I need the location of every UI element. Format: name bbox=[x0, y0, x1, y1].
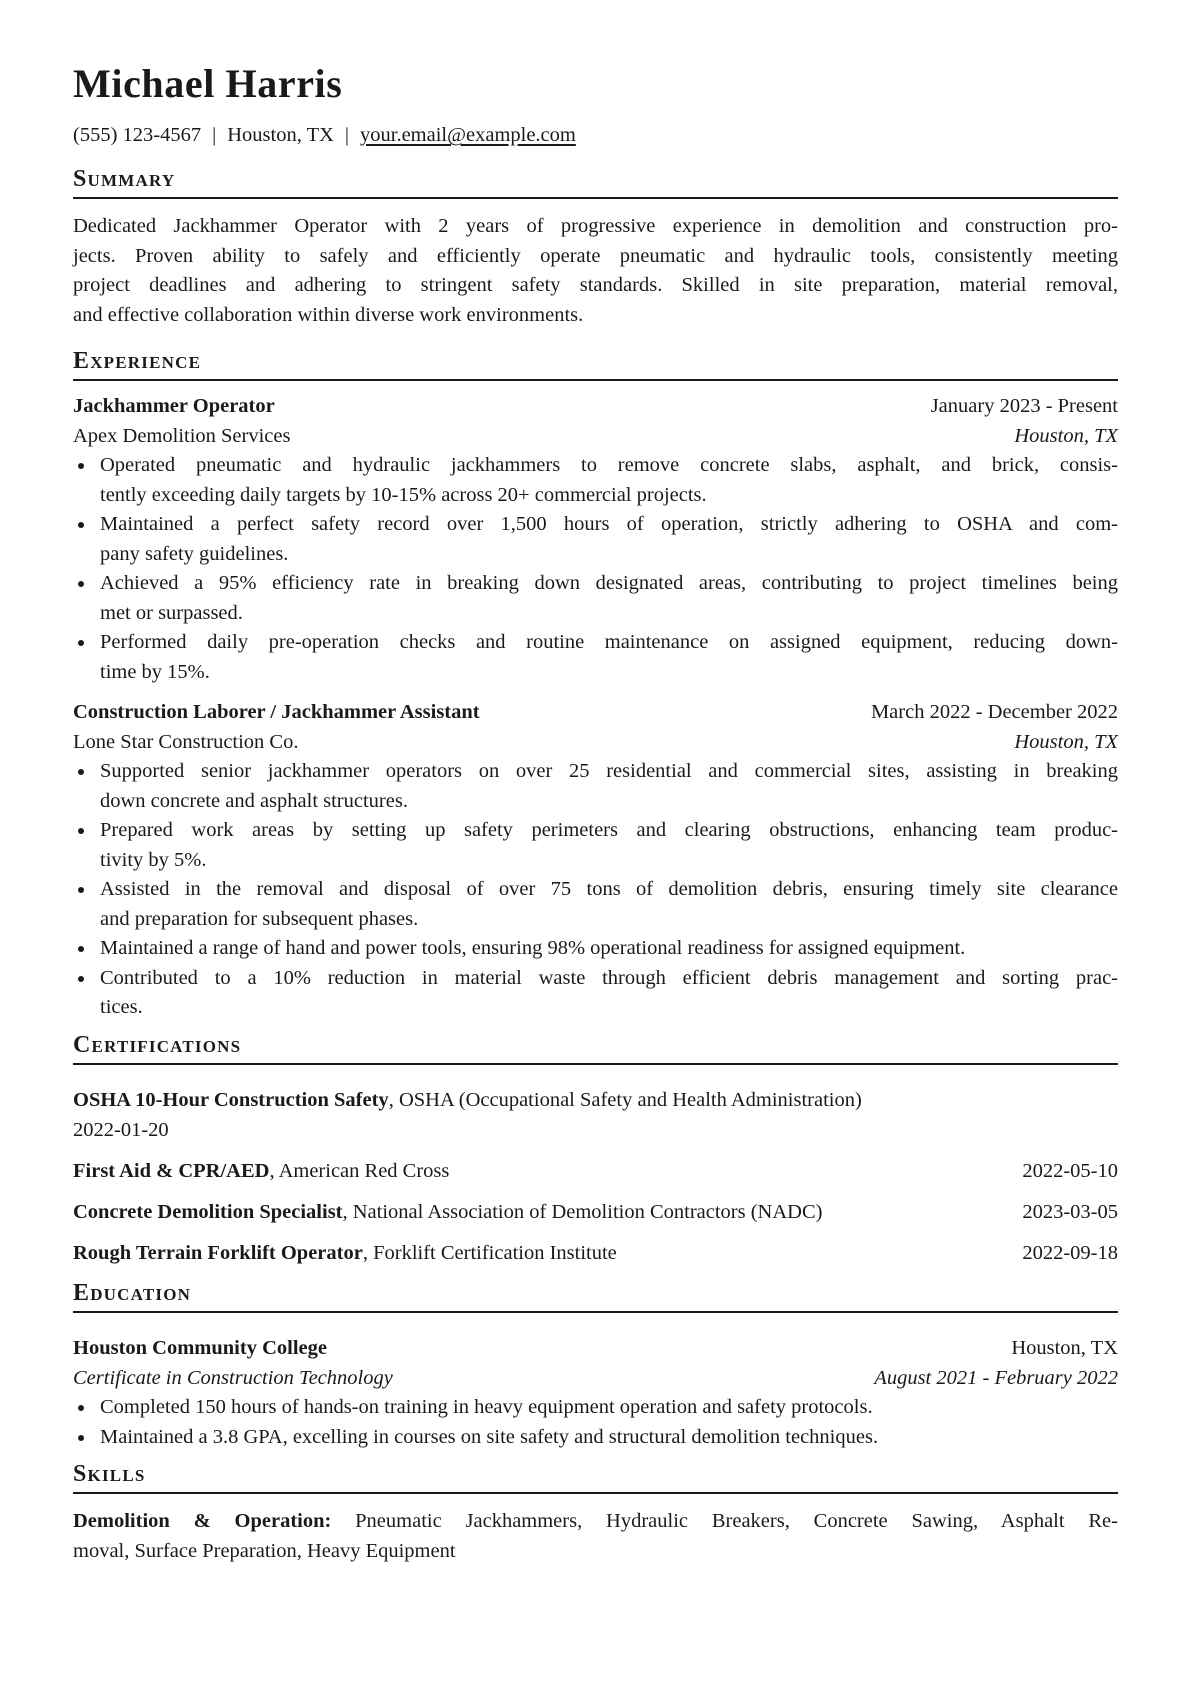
degree-name: Certificate in Construction Technology bbox=[73, 1366, 393, 1389]
job-header bbox=[73, 698, 1118, 728]
bullet-item bbox=[73, 510, 1118, 569]
bullet-icon bbox=[78, 887, 84, 893]
candidate-name: Michael Harris bbox=[73, 61, 343, 106]
certification-entry bbox=[73, 1086, 1118, 1145]
bullet-item bbox=[73, 816, 1118, 875]
company-name: Apex Demolition Services bbox=[73, 424, 291, 447]
skills-line bbox=[73, 1507, 1118, 1537]
bullet-item bbox=[73, 569, 1118, 628]
company-name: Lone Star Construction Co. bbox=[73, 730, 299, 753]
section-heading-summary: Summary bbox=[73, 164, 1118, 199]
certification-row bbox=[73, 1239, 1118, 1269]
bullet-icon bbox=[78, 946, 84, 952]
school-location: Houston, TX bbox=[1011, 1337, 1118, 1359]
certification-text bbox=[73, 1198, 822, 1228]
job-location: Houston, TX bbox=[1014, 424, 1118, 447]
summary-line: and effective collaboration within diverse work environments. bbox=[73, 303, 584, 326]
bullet-line: tivity by 5%. bbox=[100, 848, 207, 871]
certification-name: Concrete Demolition Specialist bbox=[73, 1201, 343, 1223]
location: Houston, TX bbox=[227, 124, 334, 146]
section-heading-certifications: Certifications bbox=[73, 1030, 1118, 1065]
section-heading-education: Education bbox=[73, 1278, 1118, 1313]
bullet-line: Maintained a range of hand and power tools, ensuring 98% operational readiness for assigned equipment. bbox=[100, 937, 966, 959]
certification-text bbox=[73, 1157, 449, 1187]
bullet-line: Maintained a 3.8 GPA, excelling in courses on site safety and structural demolition techniques. bbox=[100, 1425, 879, 1448]
summary-text bbox=[73, 212, 1118, 330]
certification-entry bbox=[73, 1198, 1118, 1228]
bullet-icon bbox=[78, 640, 84, 646]
bullet-icon bbox=[78, 1405, 84, 1411]
job-location: Houston, TX bbox=[1014, 730, 1118, 753]
skill-list: Pneumatic Jackhammers, Hydraulic Breakers, Concrete Sawing, Asphalt Re- bbox=[331, 1510, 1118, 1532]
bullet-line: tices. bbox=[100, 996, 143, 1018]
job-title: Construction Laborer / Jackhammer Assistant bbox=[73, 701, 480, 723]
bullet-line: Completed 150 hours of hands-on training in heavy equipment operation and safety protocols. bbox=[100, 1396, 873, 1418]
job-dates: March 2022 - December 2022 bbox=[870, 701, 1118, 723]
job-title: Jackhammer Operator bbox=[73, 395, 275, 417]
bullet-item bbox=[73, 964, 1118, 1023]
bullet-item bbox=[73, 875, 1118, 934]
certification-name: Rough Terrain Forklift Operator bbox=[73, 1242, 363, 1264]
certification-issuer: , OSHA (Occupational Safety and Health Administration) bbox=[388, 1089, 862, 1111]
bullet-line: met or surpassed. bbox=[100, 601, 243, 624]
bullet-line: tently exceeding daily targets by 10-15% across 20+ commercial projects. bbox=[100, 483, 707, 506]
job-subheader bbox=[73, 728, 1118, 758]
job-subheader bbox=[73, 422, 1118, 452]
bullet-line: down concrete and asphalt structures. bbox=[100, 789, 408, 812]
bullet-line: Achieved a 95% efficiency rate in breaking down designated areas, contributing to project timelines being bbox=[100, 572, 1118, 594]
bullet-icon bbox=[78, 522, 84, 528]
certification-text bbox=[73, 1239, 617, 1269]
bullet-item bbox=[73, 1423, 1118, 1453]
bullet-icon bbox=[78, 1435, 84, 1441]
separator: | bbox=[212, 124, 217, 146]
bullet-icon bbox=[78, 976, 84, 982]
bullet-item bbox=[73, 1393, 1118, 1423]
certification-issuer: , Forklift Certification Institute bbox=[362, 1242, 617, 1264]
summary-line: jects. Proven ability to safely and efficiently operate pneumatic and hydraulic tools, consistently meeting bbox=[73, 244, 1118, 267]
bullet-icon bbox=[78, 769, 84, 775]
job-entry bbox=[73, 698, 1118, 1023]
certification-text bbox=[73, 1086, 862, 1116]
certification-date: 2023-03-05 bbox=[1022, 1201, 1118, 1223]
skill-category-label: Demolition & Operation: bbox=[73, 1510, 332, 1532]
bullet-line: time by 15%. bbox=[100, 660, 210, 683]
bullet-item bbox=[73, 628, 1118, 687]
certification-date: 2022-01-20 bbox=[73, 1118, 169, 1141]
school-name: Houston Community College bbox=[73, 1337, 327, 1359]
certification-entry bbox=[73, 1239, 1118, 1269]
education-header bbox=[73, 1334, 1118, 1364]
bullet-line: pany safety guidelines. bbox=[100, 542, 289, 565]
bullet-icon bbox=[78, 581, 84, 587]
bullet-line: Performed daily pre-operation checks and routine maintenance on assigned equipment, reducing down- bbox=[100, 631, 1118, 653]
section-heading-skills: Skills bbox=[73, 1459, 1118, 1494]
phone-number: (555) 123-4567 bbox=[73, 124, 202, 146]
bullet-line: Assisted in the removal and disposal of over 75 tons of demolition debris, ensuring timely site clearance bbox=[100, 878, 1118, 900]
contact-line bbox=[73, 121, 576, 149]
bullet-item bbox=[73, 757, 1118, 816]
separator: | bbox=[344, 124, 350, 146]
summary-line: Dedicated Jackhammer Operator with 2 years of progressive experience in demolition and construction pro- bbox=[73, 215, 1118, 237]
summary-line: project deadlines and adhering to stringent safety standards. Skilled in site preparation, material removal, bbox=[73, 274, 1118, 296]
certification-issuer: , American Red Cross bbox=[269, 1160, 450, 1182]
bullet-line: Supported senior jackhammer operators on over 25 residential and commercial sites, assisting in breaking bbox=[100, 760, 1118, 782]
job-entry bbox=[73, 392, 1118, 687]
bullet-line: Contributed to a 10% reduction in material waste through efficient debris management and sorting prac- bbox=[100, 966, 1118, 989]
email-link[interactable]: your.email@example.com bbox=[360, 124, 576, 146]
skills-entry bbox=[73, 1507, 1118, 1566]
skills-line: moval, Surface Preparation, Heavy Equipment bbox=[73, 1539, 456, 1562]
bullet-item bbox=[73, 451, 1118, 510]
education-subheader bbox=[73, 1364, 1118, 1394]
certification-name: OSHA 10-Hour Construction Safety bbox=[73, 1089, 389, 1111]
bullet-item bbox=[73, 934, 1118, 964]
job-dates: January 2023 - Present bbox=[930, 395, 1118, 417]
education-dates: August 2021 - February 2022 bbox=[874, 1366, 1118, 1389]
certification-name: First Aid & CPR/AED bbox=[73, 1160, 270, 1182]
certification-issuer: , National Association of Demolition Contractors (NADC) bbox=[342, 1201, 823, 1223]
certification-row bbox=[73, 1198, 1118, 1228]
bullet-line: Maintained a perfect safety record over 1,500 hours of operation, strictly adhering to OSHA and com- bbox=[100, 513, 1118, 535]
job-header bbox=[73, 392, 1118, 422]
bullet-line: Prepared work areas by setting up safety perimeters and clearing obstructions, enhancing team produc- bbox=[100, 819, 1118, 841]
section-heading-experience: Experience bbox=[73, 346, 1118, 381]
bullet-icon bbox=[78, 463, 84, 469]
certification-date: 2022-09-18 bbox=[1022, 1242, 1118, 1264]
bullet-icon bbox=[78, 828, 84, 834]
certification-row bbox=[73, 1086, 1118, 1116]
bullet-line: Operated pneumatic and hydraulic jackhammers to remove concrete slabs, asphalt, and brick, consis- bbox=[100, 454, 1118, 476]
certification-date: 2022-05-10 bbox=[1022, 1160, 1118, 1182]
education-entry bbox=[73, 1334, 1118, 1452]
certification-row bbox=[73, 1157, 1118, 1187]
certification-entry bbox=[73, 1157, 1118, 1187]
bullet-line: and preparation for subsequent phases. bbox=[100, 907, 419, 930]
